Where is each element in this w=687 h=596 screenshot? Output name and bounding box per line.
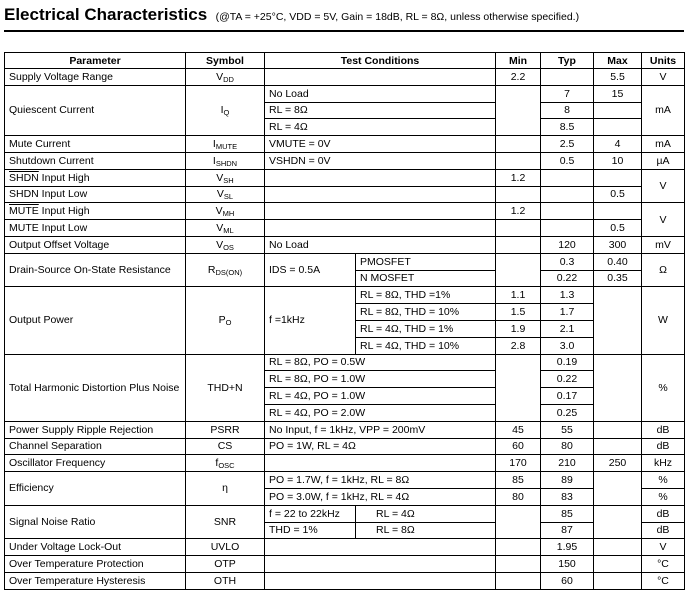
- unit-cell: mA: [642, 136, 685, 153]
- typ-cell: 120: [541, 236, 594, 253]
- table-row: [5, 354, 685, 371]
- min-cell: [496, 354, 541, 421]
- condition-subcell: RL = 8Ω, THD = 10%: [356, 304, 496, 321]
- param-cell: Mute Current: [5, 136, 186, 153]
- condition-cell: [265, 455, 496, 472]
- param-cell: SHDN Input High: [5, 169, 186, 186]
- header-parameter: Parameter: [5, 53, 186, 69]
- header-row: [5, 53, 685, 69]
- table-row: [5, 169, 685, 186]
- typ-cell: 0.25: [541, 404, 594, 421]
- condition-cell: [265, 186, 496, 203]
- condition-cell: No Load: [265, 85, 496, 102]
- typ-cell: 89: [541, 472, 594, 489]
- condition-cell: [265, 203, 496, 220]
- condition-subcell: N MOSFET: [356, 270, 496, 287]
- min-cell: 1.2: [496, 203, 541, 220]
- unit-cell: V: [642, 539, 685, 556]
- min-cell: 1.9: [496, 320, 541, 337]
- condition-cell: [265, 69, 496, 86]
- table-row: [5, 236, 685, 253]
- symbol-cell: $f_{OSC}$: [186, 455, 265, 472]
- min-cell: 1.5: [496, 304, 541, 321]
- param-cell: MUTE Input Low: [5, 220, 186, 237]
- condition-cell: PO = 3.0W, f = 1kHz, RL = 4Ω: [265, 488, 496, 505]
- condition-cell: RL = 4Ω, PO = 2.0W: [265, 404, 496, 421]
- max-cell: [594, 421, 642, 438]
- typ-cell: 80: [541, 438, 594, 455]
- table-row: [5, 572, 685, 589]
- table-row: [5, 287, 685, 304]
- table-row: [5, 421, 685, 438]
- symbol-cell: $V_{OS}$: [186, 236, 265, 253]
- condition-cell: VSHDN = 0V: [265, 152, 496, 169]
- param-cell: Over Temperature Protection: [5, 556, 186, 573]
- typ-cell: 2.1: [541, 320, 594, 337]
- table-row: [5, 438, 685, 455]
- unit-cell: µA: [642, 152, 685, 169]
- unit-cell: %: [642, 488, 685, 505]
- min-cell: [496, 85, 541, 135]
- typ-cell: 87: [541, 522, 594, 539]
- symbol-cell: PSRR: [186, 421, 265, 438]
- typ-cell: [541, 203, 594, 220]
- typ-cell: 1.95: [541, 539, 594, 556]
- symbol-cell: OTH: [186, 572, 265, 589]
- typ-cell: 0.17: [541, 388, 594, 405]
- table-row: [5, 505, 685, 522]
- condition-cell: IDS = 0.5A: [265, 253, 356, 287]
- min-cell: 2.8: [496, 337, 541, 354]
- max-cell: 0.5: [594, 220, 642, 237]
- condition-cell: [265, 169, 496, 186]
- min-cell: 80: [496, 488, 541, 505]
- table-row: [5, 136, 685, 153]
- typ-cell: 150: [541, 556, 594, 573]
- symbol-cell: CS: [186, 438, 265, 455]
- condition-cell: [265, 539, 496, 556]
- header-min: Min: [496, 53, 541, 69]
- table-row: [5, 455, 685, 472]
- condition-subcell: RL = 4Ω: [356, 505, 496, 522]
- typ-cell: 1.3: [541, 287, 594, 304]
- symbol-cell: SNR: [186, 505, 265, 539]
- param-cell: Oscillator Frequency: [5, 455, 186, 472]
- typ-cell: [541, 186, 594, 203]
- typ-cell: 3.0: [541, 337, 594, 354]
- param-cell: Supply Voltage Range: [5, 69, 186, 86]
- header-typ: Typ: [541, 53, 594, 69]
- param-cell: Signal Noise Ratio: [5, 505, 186, 539]
- condition-subcell: RL = 4Ω, THD = 1%: [356, 320, 496, 337]
- condition-cell: f = 22 to 22kHz: [265, 505, 356, 522]
- typ-cell: 55: [541, 421, 594, 438]
- max-cell: [594, 102, 642, 119]
- max-cell: [594, 438, 642, 455]
- typ-cell: 0.3: [541, 253, 594, 270]
- condition-subcell: RL = 4Ω, THD = 10%: [356, 337, 496, 354]
- max-cell: 0.5: [594, 186, 642, 203]
- unit-cell: °C: [642, 556, 685, 573]
- min-cell: [496, 556, 541, 573]
- unit-cell: kHz: [642, 455, 685, 472]
- max-cell: [594, 354, 642, 421]
- unit-cell: %: [642, 354, 685, 421]
- max-cell: [594, 287, 642, 354]
- min-cell: 1.2: [496, 169, 541, 186]
- unit-cell: °C: [642, 572, 685, 589]
- header-symbol: Symbol: [186, 53, 265, 69]
- condition-subcell: RL = 8Ω: [356, 522, 496, 539]
- typ-cell: 8.5: [541, 119, 594, 136]
- symbol-cell: $V_{DD}$: [186, 69, 265, 86]
- symbol-cell: THD+N: [186, 354, 265, 421]
- unit-cell: Ω: [642, 253, 685, 287]
- condition-cell: VMUTE = 0V: [265, 136, 496, 153]
- condition-cell: THD = 1%: [265, 522, 356, 539]
- title-conditions: (@TA = +25°C, VDD = 5V, Gain = 18dB, RL = 8Ω, unless otherwise specified.): [215, 11, 580, 23]
- unit-cell: dB: [642, 522, 685, 539]
- symbol-cell: $V_{SH}$: [186, 169, 265, 186]
- symbol-cell: OTP: [186, 556, 265, 573]
- typ-cell: 2.5: [541, 136, 594, 153]
- param-cell: Efficiency: [5, 472, 186, 506]
- table-row: [5, 253, 685, 270]
- min-cell: 2.2: [496, 69, 541, 86]
- condition-cell: RL = 8Ω: [265, 102, 496, 119]
- typ-cell: 0.22: [541, 371, 594, 388]
- param-cell: Drain-Source On-State Resistance: [5, 253, 186, 287]
- title-main: Electrical Characteristics: [4, 5, 208, 24]
- min-cell: 1.1: [496, 287, 541, 304]
- symbol-cell: $I_{MUTE}$: [186, 136, 265, 153]
- unit-cell: dB: [642, 438, 685, 455]
- table-row: [5, 203, 685, 220]
- param-cell: Output Offset Voltage: [5, 236, 186, 253]
- section-title: [4, 5, 579, 25]
- symbol-cell: $I_{SHDN}$: [186, 152, 265, 169]
- condition-subcell: RL = 8Ω, THD =1%: [356, 287, 496, 304]
- min-cell: [496, 152, 541, 169]
- unit-cell: dB: [642, 505, 685, 522]
- table-row: [5, 85, 685, 102]
- max-cell: 5.5: [594, 69, 642, 86]
- min-cell: [496, 220, 541, 237]
- typ-cell: 83: [541, 488, 594, 505]
- unit-cell: V: [642, 69, 685, 86]
- max-cell: [594, 539, 642, 556]
- unit-cell: V: [642, 169, 685, 203]
- condition-cell: RL = 4Ω: [265, 119, 496, 136]
- typ-cell: [541, 69, 594, 86]
- condition-cell: RL = 8Ω, PO = 0.5W: [265, 354, 496, 371]
- unit-cell: %: [642, 472, 685, 489]
- param-cell: MUTE Input High: [5, 203, 186, 220]
- max-cell: [594, 472, 642, 506]
- param-cell: Quiescent Current: [5, 85, 186, 135]
- max-cell: 250: [594, 455, 642, 472]
- max-cell: 0.40: [594, 253, 642, 270]
- electrical-characteristics-table: [4, 52, 685, 590]
- typ-cell: [541, 220, 594, 237]
- table-row: [5, 186, 685, 203]
- min-cell: [496, 136, 541, 153]
- unit-cell: V: [642, 203, 685, 237]
- unit-cell: mV: [642, 236, 685, 253]
- typ-cell: 60: [541, 572, 594, 589]
- table-row: [5, 472, 685, 489]
- condition-cell: RL = 8Ω, PO = 1.0W: [265, 371, 496, 388]
- symbol-cell: $R_{DS(ON)}$: [186, 253, 265, 287]
- param-cell: SHDN Input Low: [5, 186, 186, 203]
- param-cell: Output Power: [5, 287, 186, 354]
- condition-cell: No Load: [265, 236, 496, 253]
- param-cell: Under Voltage Lock-Out: [5, 539, 186, 556]
- unit-cell: dB: [642, 421, 685, 438]
- min-cell: [496, 236, 541, 253]
- unit-cell: mA: [642, 85, 685, 135]
- symbol-cell: $I_Q$: [186, 85, 265, 135]
- param-cell: Channel Separation: [5, 438, 186, 455]
- title-rule: [4, 30, 684, 32]
- table-row: [5, 556, 685, 573]
- typ-cell: 0.22: [541, 270, 594, 287]
- param-cell: Total Harmonic Distortion Plus Noise: [5, 354, 186, 421]
- max-cell: 15: [594, 85, 642, 102]
- max-cell: 0.35: [594, 270, 642, 287]
- max-cell: 10: [594, 152, 642, 169]
- min-cell: 170: [496, 455, 541, 472]
- typ-cell: 8: [541, 102, 594, 119]
- max-cell: [594, 556, 642, 573]
- max-cell: [594, 119, 642, 136]
- typ-cell: 7: [541, 85, 594, 102]
- symbol-cell: η: [186, 472, 265, 506]
- condition-cell: No Input, f = 1kHz, VPP = 200mV: [265, 421, 496, 438]
- min-cell: 45: [496, 421, 541, 438]
- max-cell: 4: [594, 136, 642, 153]
- symbol-cell: $V_{SL}$: [186, 186, 265, 203]
- header-max: Max: [594, 53, 642, 69]
- min-cell: [496, 505, 541, 539]
- min-cell: 85: [496, 472, 541, 489]
- typ-cell: [541, 169, 594, 186]
- min-cell: 60: [496, 438, 541, 455]
- max-cell: [594, 572, 642, 589]
- max-cell: [594, 169, 642, 186]
- typ-cell: 0.19: [541, 354, 594, 371]
- min-cell: [496, 572, 541, 589]
- condition-cell: [265, 572, 496, 589]
- min-cell: [496, 253, 541, 287]
- condition-cell: f =1kHz: [265, 287, 356, 354]
- param-cell: Shutdown Current: [5, 152, 186, 169]
- condition-cell: PO = 1W, RL = 4Ω: [265, 438, 496, 455]
- typ-cell: 0.5: [541, 152, 594, 169]
- symbol-cell: $V_{ML}$: [186, 220, 265, 237]
- max-cell: [594, 203, 642, 220]
- typ-cell: 210: [541, 455, 594, 472]
- header-test-conditions: Test Conditions: [265, 53, 496, 69]
- condition-cell: RL = 4Ω, PO = 1.0W: [265, 388, 496, 405]
- condition-cell: [265, 556, 496, 573]
- min-cell: [496, 539, 541, 556]
- typ-cell: 85: [541, 505, 594, 522]
- header-units: Units: [642, 53, 685, 69]
- min-cell: [496, 186, 541, 203]
- condition-subcell: PMOSFET: [356, 253, 496, 270]
- table-row: [5, 152, 685, 169]
- unit-cell: W: [642, 287, 685, 354]
- param-cell: Power Supply Ripple Rejection: [5, 421, 186, 438]
- table-row: [5, 69, 685, 86]
- param-cell: Over Temperature Hysteresis: [5, 572, 186, 589]
- max-cell: 300: [594, 236, 642, 253]
- table-row: [5, 220, 685, 237]
- condition-cell: PO = 1.7W, f = 1kHz, RL = 8Ω: [265, 472, 496, 489]
- typ-cell: 1.7: [541, 304, 594, 321]
- symbol-cell: $P_O$: [186, 287, 265, 354]
- symbol-cell: $V_{MH}$: [186, 203, 265, 220]
- condition-cell: [265, 220, 496, 237]
- table-row: [5, 539, 685, 556]
- symbol-cell: UVLO: [186, 539, 265, 556]
- max-cell: [594, 505, 642, 539]
